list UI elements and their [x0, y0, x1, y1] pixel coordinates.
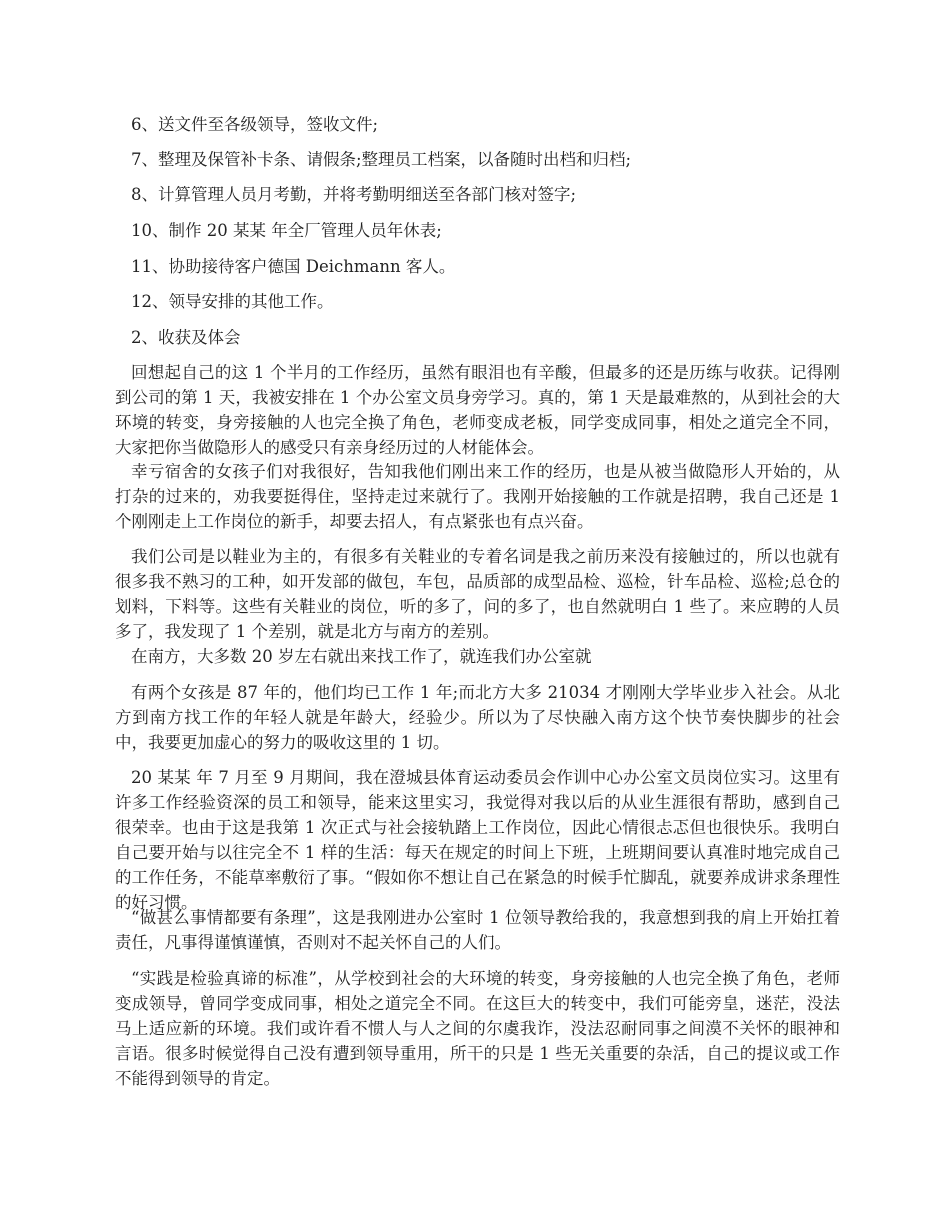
body-paragraph: “实践是检验真谛的标准”，从学校到社会的大环境的转变，身旁接触的人也完全换了角色，老师变成领导，曾同学变成同事，相处之道完全不同。在这巨大的转变中，我们可能旁皇，迷茫，没法马上适应新的环境。我们或许看不惯人与人之间的尔虞我诈，没法忍耐同事之间漠不关怀的眼神和言语。很多时候觉得自己没有遭到领导重用，所干的只是 1 些无关重要的杂活，自己的提议或工作不能得到领导的肯定。: [115, 969, 840, 1088]
body-paragraph: 在南方，大多数 20 岁左右就出来找工作了，就连我们办公室就: [131, 647, 592, 666]
body-paragraph: 20 某某 年 7 月至 9 月期间，我在澄城县体育运动委员会作训中心办公室文员岗位实习。这里有许多工作经验资深的员工和领导，能来这里实习，我觉得对我以后的从业生涯很有帮助，感到自己很荣幸。也由于这是我第 1 次正式与社会接轨踏上工作岗位，因此心情很忐忑但也很快乐。我明白自己要开始与以往完全不 1 样的生活：每天在规定的时间上下班，上班期间要认真准时地完成自己的工作任务，不能草率敷衍了事。“假如你不想让自己在紧急的时候手忙脚乱，就要养成讲求条理性的好习惯。: [115, 768, 840, 912]
section-heading: 2、收获及体会: [131, 328, 241, 347]
body-paragraph: 回想起自己的这 1 个半月的工作经历，虽然有眼泪也有辛酸，但最多的还是历练与收获。记得刚到公司的第 1 天，我被安排在 1 个办公室文员身旁学习。真的，第 1 天是最难熬的，从到社会的大环境的转变，身旁接触的人也完全换了角色，老师变成老板，同学变成同事，相处之道完全不同，大家把你当做隐形人的感受只有亲身经历过的人材能体会。: [115, 363, 840, 457]
list-item-6: 6、送文件至各级领导，签收文件;: [131, 115, 379, 134]
body-paragraph: “做甚么事情都要有条理”，这是我刚进办公室时 1 位领导教给我的，我意想到我的肩上开始扛着责任，凡事得谨慎谨慎，否则对不起关怀自己的人们。: [115, 908, 840, 952]
body-paragraph: 幸亏宿舍的女孩子们对我很好，告知我他们刚出来工作的经历，也是从被当做隐形人开始的，从打杂的过来的，劝我要挺得住，坚持走过来就行了。我刚开始接触的工作就是招聘，我自己还是 1 个刚刚走上工作岗位的新手，却要去招人，有点紧张也有点兴奋。: [115, 462, 840, 531]
list-item-7: 7、整理及保管补卡条、请假条;整理员工档案，以备随时出档和归档;: [131, 150, 632, 169]
list-item-10: 10、制作 20 某某 年全厂管理人员年休表;: [131, 221, 442, 240]
body-paragraph: 我们公司是以鞋业为主的，有很多有关鞋业的专着名词是我之前历来没有接触过的，所以也就有很多我不熟习的工种，如开发部的做包，车包，品质部的成型品检、巡检，针车品检、巡检;总仓的划料，下料等。这些有关鞋业的岗位，听的多了，问的多了，也自然就明白 1 些了。来应聘的人员多了，我发现了 1 个差别，就是北方与南方的差别。: [115, 547, 840, 641]
list-item-12: 12、领导安排的其他工作。: [131, 292, 334, 311]
list-item-8: 8、计算管理人员月考勤，并将考勤明细送至各部门核对签字;: [131, 185, 577, 204]
body-paragraph: 有两个女孩是 87 年的，他们均已工作 1 年;而北方大多 21034 才刚刚大学毕业步入社会。从北方到南方找工作的年轻人就是年龄大，经验少。所以为了尽快融入南方这个快节奏快脚步的社会中，我要更加虚心的努力的吸收这里的 1 切。: [115, 683, 840, 752]
list-item-11: 11、协助接待客户德国 Deichmann 客人。: [131, 257, 456, 276]
